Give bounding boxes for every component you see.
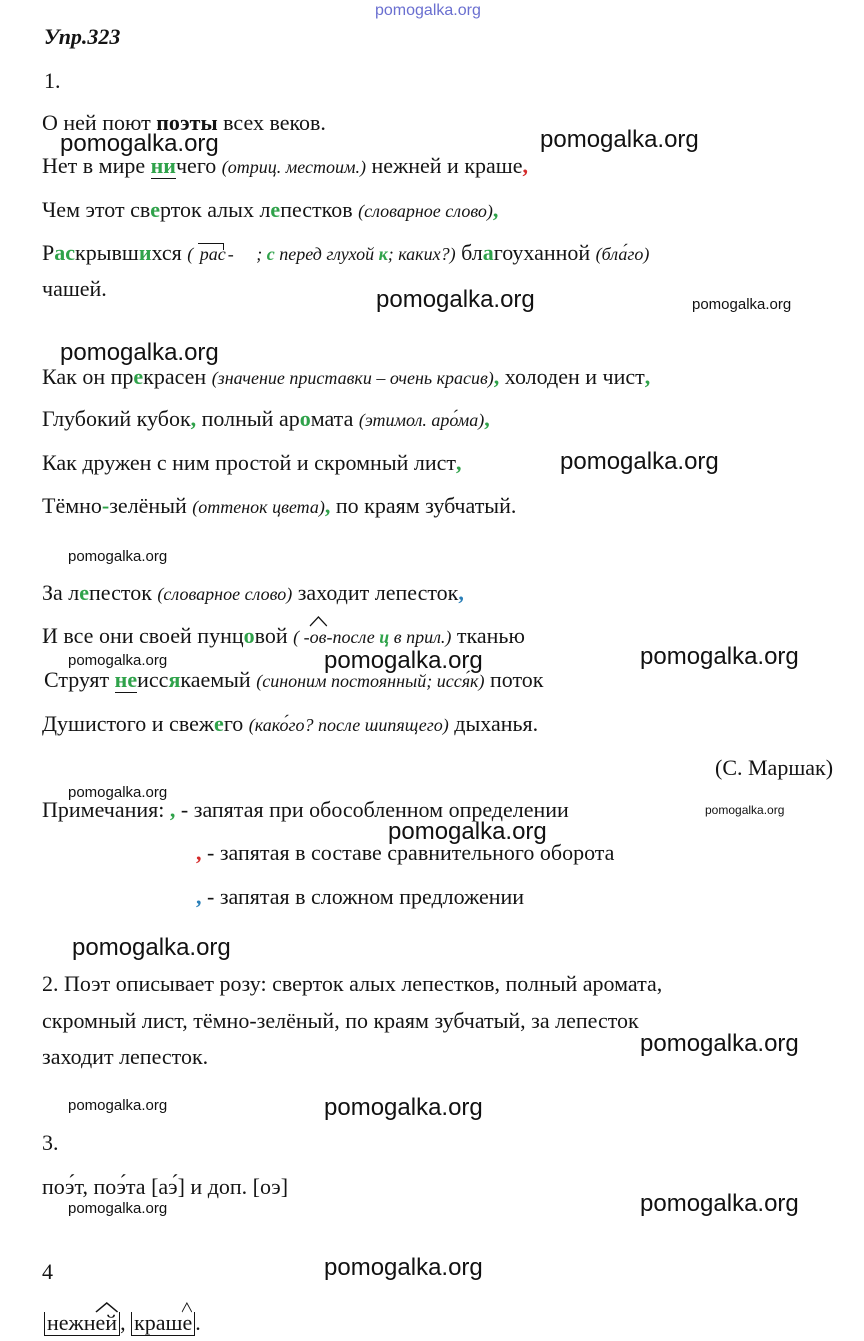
watermark: pomogalka.org	[68, 1097, 168, 1114]
poem-author: (С. Маршак)	[715, 755, 834, 780]
poem-line-9: Тёмно-зелёный (оттенок цвета), по краям зубчатый.	[42, 493, 517, 518]
watermark: pomogalka.org	[68, 652, 168, 669]
poem-line-2: Нет в мире ничего (отриц. местоим.) нежней и краше,	[42, 153, 528, 178]
section-2-line-1: 2. Поэт описывает розу: сверток алых лепестков, полный аромата,	[42, 971, 663, 996]
poem-line-10: За лепесток (словарное слово) заходит лепесток,	[42, 580, 464, 605]
exercise-title: Упр.323	[44, 24, 121, 49]
watermark: pomogalka.org	[324, 647, 483, 674]
watermark: pomogalka.org	[68, 548, 168, 565]
poem-line-4: Раскрывшихся ( рас - ; с перед глухой к; каких?) благоуханной (бла́го)	[42, 240, 650, 265]
watermark: pomogalka.org	[640, 1030, 799, 1057]
section-4-number: 4	[42, 1259, 53, 1284]
section-4-words: нежн ей , краш е .	[44, 1310, 201, 1336]
section-2-line-3: заходит лепесток.	[42, 1044, 209, 1069]
watermark-top: pomogalka.org	[375, 2, 481, 19]
watermark: pomogalka.org	[324, 1094, 483, 1121]
poem-line-12: Струят неиссякаемый (синоним постоянный; исся́к) поток	[44, 667, 544, 692]
watermark: pomogalka.org	[640, 1190, 799, 1217]
section-3-number: 3.	[42, 1130, 59, 1155]
poem-line-3: Чем этот сверток алых лепестков (словарное слово),	[42, 197, 499, 222]
prefix-mark: рас	[198, 241, 228, 267]
watermark: pomogalka.org	[376, 286, 535, 313]
watermark: pomogalka.org	[388, 818, 547, 845]
watermark: pomogalka.org	[60, 339, 219, 366]
watermark: pomogalka.org	[705, 803, 785, 817]
section-1-number: 1.	[44, 68, 61, 93]
watermark: pomogalka.org	[324, 1254, 483, 1281]
watermark: pomogalka.org	[692, 296, 792, 313]
notes-line-2: , - запятая в составе сравнительного оборота	[196, 840, 615, 865]
poem-line-7: Глубокий кубок, полный аромата (этимол. аро́ма),	[42, 406, 490, 431]
word-analysis-1: нежн ей	[44, 1310, 120, 1336]
poem-line-11: И все они своей пунцовой ( - ов-после ц в прил.) тканью	[42, 623, 525, 650]
poem-line-13: Душистого и свежего (како́го? после шипящего) дыханья.	[42, 711, 539, 736]
watermark: pomogalka.org	[560, 448, 719, 475]
watermark: pomogalka.org	[72, 934, 231, 961]
watermark: pomogalka.org	[60, 130, 219, 157]
section-2-line-2: скромный лист, тёмно-зелёный, по краям зубчатый, за лепесток	[42, 1008, 639, 1033]
watermark: pomogalka.org	[68, 784, 168, 801]
watermark: pomogalka.org	[540, 126, 699, 153]
poem-line-5: чашей.	[42, 276, 107, 301]
suffix-mark: ов	[310, 624, 327, 650]
poem-line-1: О ней поют поэты всех веков.	[42, 110, 326, 135]
watermark: pomogalka.org	[68, 1200, 168, 1217]
watermark: pomogalka.org	[640, 643, 799, 670]
notes-line-3: , - запятая в сложном предложении	[196, 884, 525, 909]
word-analysis-2: краш е	[131, 1310, 195, 1336]
poem-line-8: Как дружен с ним простой и скромный лист,	[42, 450, 462, 475]
section-3-text: поэ́т, поэ́та [аэ́] и доп. [оэ]	[42, 1174, 289, 1199]
poem-line-6: Как он прекрасен (значение приставки – очень красив), холоден и чист,	[42, 364, 651, 389]
notes-line-1: Примечания: , - запятая при обособленном определении	[42, 797, 569, 822]
